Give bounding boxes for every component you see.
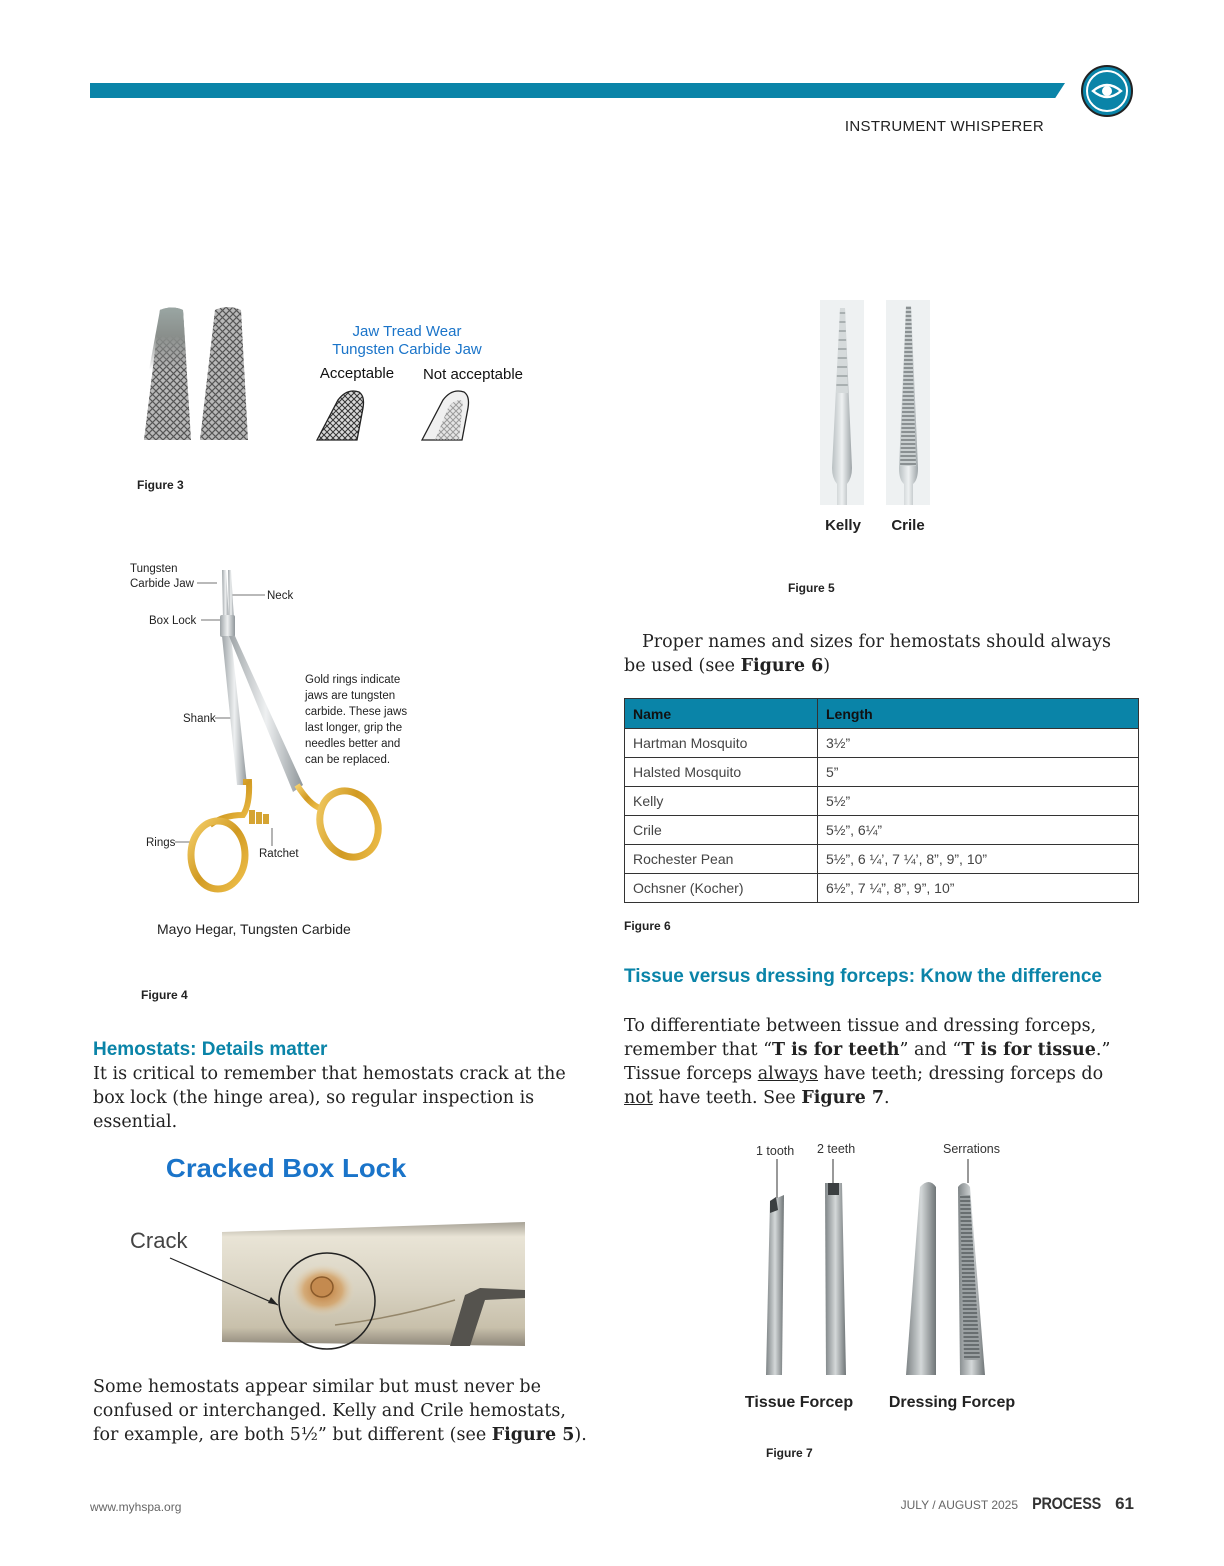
table-row — [625, 729, 1139, 758]
figure-4-label-jaw-1: Tungsten — [130, 563, 178, 575]
table-row — [625, 787, 1139, 816]
table-header-length: Length — [818, 699, 1139, 729]
crack-label: Crack — [130, 1228, 188, 1253]
forceps-paragraph: To differentiate between tissue and dressing forceps, remember that “T is for teeth” and “T is for tissue.” Tissue forceps always have teeth; dressing forceps do not have teeth. See Figure 7. — [624, 1016, 1111, 1108]
figure-3-not-acceptable: Not acceptable — [422, 366, 524, 383]
table-cell-name: Kelly — [625, 787, 818, 816]
figure-6-caption: Figure 6 — [624, 919, 671, 933]
table-row — [625, 758, 1139, 787]
hemostats-heading: Hemostats: Details matter — [93, 1039, 328, 1060]
kelly-crile-paragraph: Some hemostats appear similar but must never be confused or interchanged. Kelly and Crile hemostats, for example, are both 5½” but different (see Figure 5). — [93, 1377, 587, 1445]
table-cell-length: 5½” — [818, 787, 1139, 816]
figure-5-caption: Figure 5 — [788, 581, 835, 595]
figure-4-label-jaw-2: Carbide Jaw — [130, 578, 194, 590]
header-bar — [90, 83, 1065, 98]
figure-3-caption: Figure 3 — [137, 478, 184, 492]
figure-3-acceptable: Acceptable — [319, 365, 395, 382]
table-header-name: Name — [625, 699, 818, 729]
table-row — [625, 816, 1139, 845]
footer-website: www.myhspa.org — [90, 1500, 182, 1514]
figure-3-title-2: Tungsten Carbide Jaw — [332, 341, 482, 358]
figure-4-label-neck: Neck — [267, 590, 294, 602]
eye-icon — [1080, 64, 1134, 118]
section-label: INSTRUMENT WHISPERER — [844, 118, 1044, 135]
figure-4-note-5: needles better and — [305, 738, 401, 750]
figure-7-label-dressing: Dressing Forcep — [888, 1394, 1016, 1411]
figure-4-note-6: can be replaced. — [305, 754, 391, 766]
figure-4-caption: Figure 4 — [141, 988, 188, 1002]
table-header-row — [625, 699, 1139, 729]
figure-5-image — [810, 298, 940, 543]
table-cell-name: Hartman Mosquito — [625, 729, 818, 758]
figure-4-label-shank: Shank — [183, 713, 216, 725]
figure-7-label-1-tooth: 1 tooth — [756, 1144, 795, 1158]
table-cell-length: 5½”, 6 ¼’, 7 ¼’, 8”, 9”, 10” — [818, 845, 1139, 874]
hemostat-sizes-table — [624, 698, 1139, 903]
figure-4-subtitle: Mayo Hegar, Tungsten Carbide — [157, 921, 351, 937]
table-row — [625, 874, 1139, 903]
figure-7-image — [740, 1135, 1020, 1415]
figure-7-caption: Figure 7 — [766, 1446, 813, 1460]
figure-4-note-2: jaws are tungsten — [305, 690, 396, 702]
table-cell-name: Rochester Pean — [625, 845, 818, 874]
figure-4-note-1: Gold rings indicate — [305, 674, 401, 686]
forceps-heading: Tissue versus dressing forceps: Know the difference — [624, 966, 1102, 987]
figure-7-label-serrations: Serrations — [943, 1142, 1000, 1156]
table-cell-length: 5” — [818, 758, 1139, 787]
table-cell-length: 5½”, 6¼” — [818, 816, 1139, 845]
figure-7-label-2-teeth: 2 teeth — [817, 1142, 856, 1156]
cracked-box-lock-title: Cracked Box Lock — [165, 1153, 407, 1183]
figure-5-label-crile: Crile — [891, 517, 925, 534]
table-cell-name: Halsted Mosquito — [625, 758, 818, 787]
table-cell-name: Ochsner (Kocher) — [625, 874, 818, 903]
hemostat-intro-paragraph: Proper names and sizes for hemostats should always be used (see Figure 6) — [624, 632, 1111, 676]
figure-5-label-kelly: Kelly — [825, 517, 861, 534]
table-cell-length: 6½”, 7 ¼”, 8”, 9”, 10” — [818, 874, 1139, 903]
footer-issue-info — [901, 1494, 1134, 1514]
figure-7-label-tissue: Tissue Forcep — [744, 1394, 854, 1411]
figure-4-image — [125, 560, 425, 945]
figure-4-label-box-lock: Box Lock — [149, 615, 197, 627]
figure-4-label-rings: Rings — [146, 837, 176, 849]
figure-4-note-3: carbide. These jaws — [305, 706, 408, 718]
hemostats-paragraph: It is critical to remember that hemostats crack at the box lock (the hinge area), so regular inspection is essential. — [93, 1064, 566, 1132]
table-row — [625, 845, 1139, 874]
figure-4-label-ratchet: Ratchet — [259, 848, 299, 860]
footer-page-number: 61 — [1115, 1494, 1134, 1513]
cracked-box-lock-image — [125, 1150, 530, 1350]
figure-4-note-4: last longer, grip the — [305, 722, 403, 734]
table-cell-name: Crile — [625, 816, 818, 845]
figure-3-title-1: Jaw Tread Wear — [352, 323, 462, 340]
footer-magazine: PROCESS — [1032, 1494, 1101, 1513]
figure-3-image — [135, 300, 535, 445]
table-cell-length: 3½” — [818, 729, 1139, 758]
footer-issue: JULY / AUGUST 2025 — [900, 1498, 1019, 1512]
